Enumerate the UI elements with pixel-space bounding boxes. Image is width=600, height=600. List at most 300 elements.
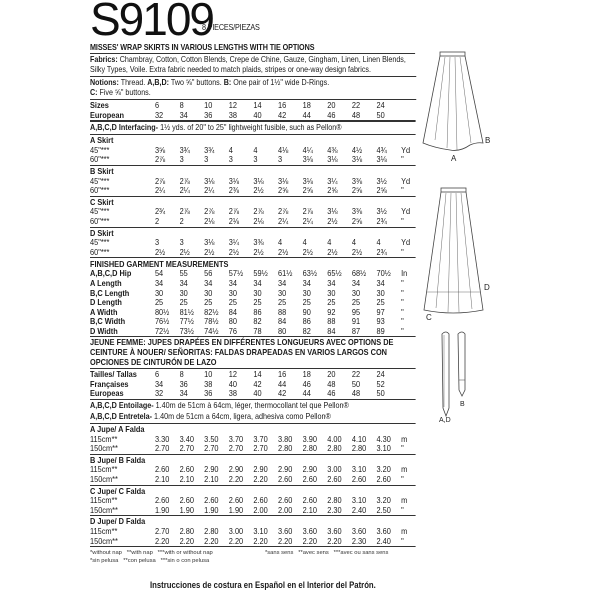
value-cell: 30 [278,287,287,298]
value-cell: 2.30 [351,535,367,546]
value-cell: 30 [204,287,213,298]
value-cell: 2.80 [278,443,293,454]
value-cell: 3⅛ [351,154,363,165]
value-cell: 2⅝ [351,185,363,196]
row-label: A Length [90,277,122,288]
value-cell: 42 [278,388,287,399]
value-cell: 3⅜ [253,237,264,248]
value-cell: 1.90 [204,504,219,515]
value-cell: 3⅛ [327,154,338,165]
skirt-c-d-illustration [424,188,483,313]
value-cell: 3 [253,154,258,165]
value-cell: 2¾ [376,246,387,257]
value-cell: 34 [278,277,287,288]
value-cell: 25 [253,297,262,308]
row-label: 60"*** [90,154,110,165]
value-cell: 2.80 [204,525,219,536]
european-label: European [90,109,124,120]
value-cell: 2.90 [302,464,317,475]
value-cell: 2.90 [204,464,219,475]
row-label: 150cm** [90,474,118,484]
value-cell: 3.60 [327,525,342,536]
value-cell: 2.70 [228,443,244,454]
value-cell: 2½ [278,246,289,257]
value-cell: 76 [228,325,238,336]
yardage-group [90,228,416,259]
fabrics-label: Fabrics: [90,55,118,64]
value-cell: 2½ [253,246,264,257]
value-cell: 4.30 [376,433,391,444]
value-cell: 4 [228,144,233,155]
value-cell: 2.60 [278,495,293,506]
value-cell: 3.60 [376,525,391,536]
label-b: B [485,136,491,145]
row-label: 115cm** [90,495,118,506]
row-label: 115cm** [90,433,118,444]
value-cell: 30 [179,287,188,298]
value-cell: 2.60 [278,474,293,484]
value-cell: 65½ [327,268,342,279]
value-cell: 3⅜ [351,175,363,186]
row-label: 150cm** [90,535,118,546]
value-cell: 2⅛ [228,215,240,226]
yardage-group [90,135,416,166]
value-cell: 2.20 [278,535,293,546]
value-cell: 3½ [376,206,387,217]
value-cell: 44 [302,388,311,399]
value-cell: 3¾ [204,144,215,155]
value-cell: 2.70 [179,443,194,454]
value-cell: 76½ [154,316,170,327]
value-cell: 2⅝ [278,185,289,196]
entoilage-label: A,B,C,D Entoilage- [90,401,154,411]
value-cell: 2¼ [204,185,215,196]
yardage-group [90,455,416,486]
row-label: 45"*** [90,206,110,217]
value-cell: 34 [302,277,311,288]
size-cell: 24 [376,100,385,110]
table-row [90,537,416,547]
value-cell: 4½ [351,144,363,155]
unit-cell: Yd [401,175,411,186]
value-cell: 4 [278,237,283,248]
european-cell: 34 [179,109,188,120]
value-cell: 57½ [228,268,244,279]
notions-label: Notions: [90,78,119,87]
value-cell: 20 [327,369,336,380]
value-cell: 4 [376,237,381,248]
value-cell: 97 [376,306,385,317]
unit-cell: " [401,316,404,327]
value-cell: 25 [302,297,311,308]
table-row [90,475,416,485]
value-cell: 30 [376,287,385,298]
value-cell: 3⅜ [351,206,363,217]
value-cell: 63½ [302,268,317,279]
yardage-group [90,516,416,547]
value-cell: 2.60 [154,464,170,475]
value-cell: 4¾ [376,144,387,155]
skirt-illustrations [405,30,600,430]
group-title: D Jupe/ D Falda [90,516,146,527]
unit-cell: m [401,433,408,444]
value-cell: 25 [154,297,164,308]
finished-measurements-title: FINISHED GARMENT MEASUREMENTS [90,259,229,270]
value-cell: 56 [204,268,213,279]
footnote-spanish: *sin pelusa **con pelusa ***sin o con pelusa [90,558,210,565]
value-cell: 59½ [253,268,268,279]
value-cell: 2⅝ [376,185,387,196]
label-c: C [426,313,432,322]
notions-b-label: B: [223,78,232,87]
unit-cell: " [401,246,404,257]
value-cell: 42 [253,378,262,389]
value-cell: 48 [351,388,361,399]
value-cell: 1.90 [154,504,170,515]
value-cell: 3⅝ [154,144,166,155]
value-cell: 3⅛ [204,175,215,186]
notions-c-label: C: [90,88,98,97]
table-row [90,186,416,196]
value-cell: 34 [253,277,262,288]
value-cell: 90 [302,306,311,317]
value-cell: 2¾ [376,215,387,226]
pattern-number: S9109 [90,0,214,45]
value-cell: 3⅛ [278,175,289,186]
value-cell: 30 [327,287,336,298]
value-cell: 2.90 [278,464,293,475]
value-cell: 3 [179,237,184,248]
row-label: 150cm** [90,443,118,454]
value-cell: 25 [327,297,336,308]
value-cell: 44 [278,378,287,389]
value-cell: 87 [351,325,361,336]
value-cell: 2.80 [327,443,342,454]
value-cell: 93 [376,316,385,327]
value-cell: 61½ [278,268,293,279]
value-cell: 40 [253,388,262,399]
value-cell: 54 [154,268,164,279]
value-cell: 2¼ [179,185,190,196]
value-cell: 2⅛ [253,215,264,226]
value-cell: 2.00 [278,504,293,515]
value-cell: 2⅞ [154,154,166,165]
footnote-french: *sans sens **avec sens ***avec ou sans sens [265,550,389,557]
value-cell: 3.10 [376,443,391,454]
value-cell: 2.60 [179,464,194,475]
value-cell: 4¼ [302,144,313,155]
value-cell: 2.60 [204,495,219,506]
value-cell: 4⅜ [327,144,338,155]
value-cell: 2⅜ [228,185,240,196]
value-cell: 84 [327,325,336,336]
row-label: D Width [90,325,118,336]
row-label: 150cm** [90,504,118,515]
european-cell: 50 [376,109,385,120]
pieces-count: 8 PIECES/PIEZAS [202,22,260,32]
value-cell: 88 [278,306,287,317]
size-cell: 18 [302,100,311,110]
value-cell: 95 [351,306,361,317]
value-cell: 30 [253,287,262,298]
unit-cell: m [401,464,408,475]
french-spanish-title: JEUNE FEMME: JUPES DRAPÉES EN DIFFÉRENTES LONGUEURS AVEC OPTIONS DE CEINTURE À NOUER/ SEÑORITAS: FALDAS DRAPEADAS EN VARIOS LARGOS CON OPCIONES DE CINTURÓN DE LAZO [90,337,416,369]
value-cell: 92 [327,306,336,317]
entretela-text: 1.40m de 51cm a 64cm, ligera, adhesiva como Pellon® [152,412,331,422]
footnotes [90,549,416,567]
notions-abd-text: Two ⅝" buttons. [169,78,224,87]
value-cell: 2.60 [253,495,268,506]
table-row [90,444,416,454]
value-cell: 89 [376,325,385,336]
value-cell: 3.70 [253,433,268,444]
value-cell: 3.40 [179,433,194,444]
value-cell: 2.20 [327,535,342,546]
value-cell: 68½ [351,268,367,279]
value-cell: 3 [154,237,160,248]
value-cell: 2¼ [154,185,166,196]
unit-cell: " [401,297,404,308]
pattern-envelope-back [90,0,416,567]
yardage-group [90,424,416,455]
value-cell: 84 [278,316,287,327]
value-cell: 2½ [302,246,313,257]
value-cell: 46 [327,388,336,399]
value-cell: 3⅛ [327,206,338,217]
value-cell: 50 [376,388,385,399]
value-cell: 72½ [154,325,170,336]
value-cell: 74½ [204,325,219,336]
value-cell: 3⅛ [376,154,387,165]
label-tie-ad: A,D [439,417,451,424]
unit-cell: Yd [401,237,411,248]
value-cell: 34 [204,277,213,288]
value-cell: 36 [204,388,213,399]
value-cell: 2.80 [327,495,342,506]
notions-b-text: One pair of 1½" wide D-Rings. [231,78,330,87]
value-cell: 2.70 [154,443,170,454]
value-cell: 2.70 [253,443,268,454]
value-cell: 34 [228,277,238,288]
value-cell: 2½ [204,246,215,257]
row-label: 115cm** [90,525,118,536]
value-cell: 2⅝ [327,185,338,196]
value-cell: 3.80 [278,433,293,444]
value-cell: 3⅛ [204,237,215,248]
value-cell: 22 [351,369,361,380]
unit-cell: " [401,185,404,196]
value-cell: 30 [154,287,164,298]
value-cell: 2.30 [327,504,342,515]
value-cell: 2.70 [154,525,170,536]
row-label: 60"*** [90,185,110,196]
value-cell: 2⅞ [179,175,190,186]
value-cell: 38 [228,388,238,399]
value-cell: 2.50 [376,504,391,515]
notions-section [90,77,416,100]
value-cell: 25 [376,297,385,308]
value-cell: 3 [278,154,283,165]
european-cell: 32 [154,109,164,120]
size-cell: 6 [154,100,160,110]
finished-measurements [90,258,416,337]
notions-c-text: Five ⅝" buttons. [97,88,151,97]
row-label: 60"*** [90,215,110,226]
value-cell: 2.60 [327,474,342,484]
value-cell: 2¼ [302,215,313,226]
value-cell: 70½ [376,268,391,279]
yardage-group [90,197,416,228]
size-cell: 12 [228,100,238,110]
value-cell: 2.20 [154,535,170,546]
table-row [90,506,416,516]
header [90,0,416,45]
value-cell: 25 [204,297,213,308]
value-cell: 2½ [154,246,166,257]
value-cell: 3.50 [204,433,219,444]
value-cell: 2.60 [376,474,391,484]
value-cell: 3.60 [351,525,367,536]
value-cell: 3.20 [376,464,391,475]
value-cell: 2.10 [154,474,170,484]
sizes-table [90,100,416,122]
row-label: 45"*** [90,175,110,186]
value-cell: 2.20 [204,535,219,546]
value-cell: 2⅝ [302,185,313,196]
value-cell: 2⅞ [253,206,264,217]
interfacing-section [90,122,416,135]
value-cell: 34 [154,378,164,389]
value-cell: 2.20 [253,535,268,546]
value-cell: 2.20 [179,535,194,546]
value-cell: 32 [154,388,164,399]
value-cell: 24 [376,369,385,380]
entoilage-section [90,400,416,411]
unit-cell: In [401,268,408,279]
value-cell: 3⅛ [302,175,313,186]
value-cell: 8 [179,369,184,380]
european-cell: 36 [204,109,213,120]
row-label: Europeas [90,388,124,399]
notions-text: Thread. [118,78,148,87]
label-tie-b: B [460,401,465,408]
french-sizes-table [90,369,416,400]
value-cell: 30 [228,287,238,298]
row-label: Tailles/ Tallas [90,369,137,380]
value-cell: 4 [327,237,332,248]
value-cell: 36 [179,378,188,389]
value-cell: 34 [179,277,188,288]
row-label: 115cm** [90,464,118,475]
value-cell: 2.10 [302,504,317,515]
value-cell: 48 [327,378,336,389]
label-d: D [484,283,490,292]
value-cell: 12 [228,369,238,380]
value-cell: 40 [228,378,238,389]
value-cell: 34 [154,277,164,288]
unit-cell: " [401,325,404,336]
skirt-line-drawings [405,30,600,430]
value-cell: 52 [376,378,385,389]
value-cell: 3.90 [302,433,317,444]
value-cell: 2.60 [154,495,170,506]
value-cell: 82 [302,325,311,336]
value-cell: 3¼ [228,237,240,248]
value-cell: 2.20 [253,474,268,484]
group-title: A Jupe/ A Falda [90,424,145,435]
value-cell: 80½ [154,306,170,317]
value-cell: 3.70 [228,433,244,444]
unit-cell: Yd [401,144,411,155]
value-cell: 3.00 [327,464,342,475]
value-cell: 2.80 [179,525,194,536]
unit-cell: m [401,525,408,536]
value-cell: 3⅛ [302,154,313,165]
value-cell: 2⅝ [351,215,363,226]
value-cell: 4.00 [327,433,342,444]
row-label: B,C Length [90,287,130,298]
value-cell: 2.80 [302,443,317,454]
value-cell: 73½ [179,325,194,336]
value-cell: 18 [302,369,311,380]
value-cell: 2⅞ [179,206,190,217]
value-cell: 14 [253,369,262,380]
yardage-group [90,166,416,197]
value-cell: 86 [253,306,262,317]
metric-yardage-tables [90,424,416,547]
size-cell: 8 [179,100,184,110]
value-cell: 3½ [376,175,387,186]
unit-cell: " [401,154,404,165]
value-cell: 2.80 [351,443,367,454]
value-cell: 88 [327,316,336,327]
entretela-label: A,B,C,D Entretela- [90,412,153,422]
row-label: A Width [90,306,118,317]
row-label: Françaises [90,378,129,389]
value-cell: 3.10 [351,464,367,475]
value-cell: 38 [204,378,213,389]
size-cell: 16 [278,100,287,110]
value-cell: 3.20 [376,495,391,506]
group-title: B Skirt [90,165,114,176]
value-cell: 2.20 [228,535,244,546]
value-cell: 34 [327,277,336,288]
value-cell: 2.40 [376,535,391,546]
value-cell: 10 [204,369,213,380]
unit-cell: " [401,287,404,298]
value-cell: 2.70 [204,443,219,454]
value-cell: 2.00 [253,504,268,515]
value-cell: 82 [253,316,262,327]
value-cell: 3¾ [179,144,190,155]
row-label: 60"*** [90,246,110,257]
value-cell: 80 [228,316,238,327]
value-cell: 81½ [179,306,194,317]
unit-cell: Yd [401,206,411,217]
value-cell: 3 [179,154,184,165]
value-cell: 25 [179,297,188,308]
value-cell: 34 [376,277,385,288]
table-row [90,248,416,258]
sizes-label: Sizes [90,100,109,110]
value-cell: 1.90 [228,504,244,515]
value-cell: 2⅞ [302,206,313,217]
value-cell: 2¾ [154,206,166,217]
unit-cell: " [401,504,404,515]
value-cell: 46 [302,378,311,389]
value-cell: 4 [351,237,356,248]
value-cell: 25 [228,297,238,308]
